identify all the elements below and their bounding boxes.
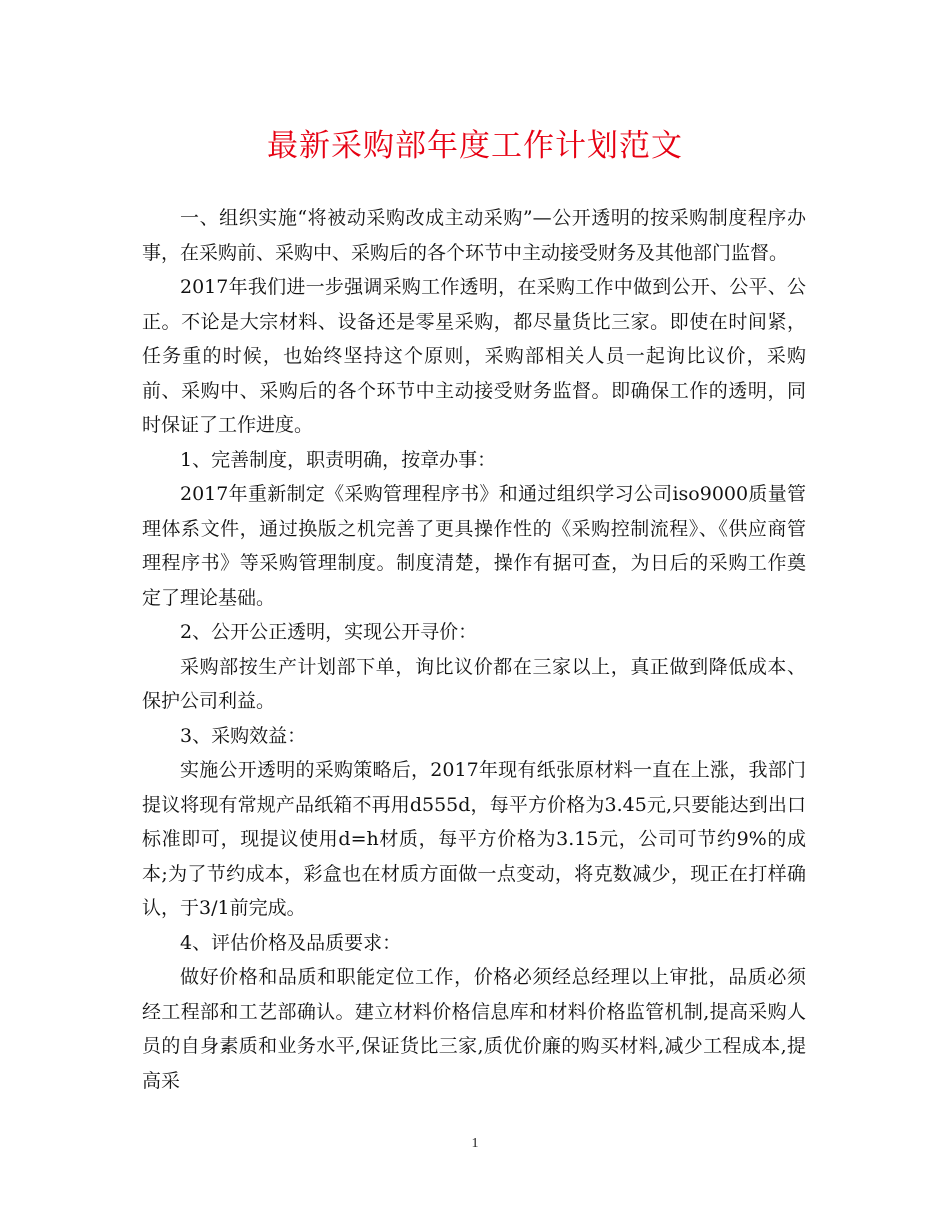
page-number: 1 bbox=[471, 1136, 479, 1151]
paragraph: 实施公开透明的采购策略后，2017年现有纸张原材料一直在上涨，我部门提议将现有常规产品纸箱不再用d555d，每平方价格为3.45元,只要能达到出口标准即可，现提议使用d=h材质，每平方价格为3.15元，公司可节约9%的成本;为了节约成本，彩盒也在材质方面做一点变动，将克数减少，现正在打样确认，于3/1前完成。 bbox=[142, 759, 806, 919]
section-heading: 1、完善制度，职责明确，按章办事： bbox=[180, 448, 497, 471]
section-heading: 2、公开公正透明，实现公开寻价： bbox=[180, 621, 478, 643]
paragraph: 采购部按生产计划部下单，询比议价都在三家以上，真正做到降低成本、保护公司利益。 bbox=[142, 655, 806, 712]
paragraph: 2017年我们进一步强调采购工作透明，在采购工作中做到公开、公平、公正。不论是大宗材料、设备还是零星采购，都尽量货比三家。即使在时间紧，任务重的时候，也始终坚持这个原则，采购部相关人员一起询比议价，采购前、采购中、采购后的各个环节中主动接受财务监督。即确保工作的透明，同时保证了工作进度。 bbox=[142, 276, 806, 436]
document-body bbox=[142, 201, 806, 1098]
document-title: 最新采购部年度工作计划范文 bbox=[267, 128, 683, 164]
section-heading: 3、采购效益： bbox=[180, 724, 307, 747]
section-heading: 4、评估价格及品质要求： bbox=[180, 931, 402, 954]
paragraph: 一、组织实施“将被动采购改成主动采购”—公开透明的按采购制度程序办事，在采购前、采购中、采购后的各个环节中主动接受财务及其他部门监督。 bbox=[142, 207, 806, 264]
paragraph: 做好价格和品质和职能定位工作，价格必须经总经理以上审批，品质必须经工程部和工艺部确认。建立材料价格信息库和材料价格监管机制,提高采购人员的自身素质和业务水平,保证货比三家,质优价廉的购买材料,减少工程成本,提高采 bbox=[142, 966, 806, 1092]
paragraph: 2017年重新制定《采购管理程序书》和通过组织学习公司iso9000质量管理体系文件，通过换版之机完善了更具操作性的《采购控制流程》、《供应商管理程序书》等采购管理制度。制度清楚，操作有据可查，为日后的采购工作奠定了理论基础。 bbox=[142, 483, 806, 609]
